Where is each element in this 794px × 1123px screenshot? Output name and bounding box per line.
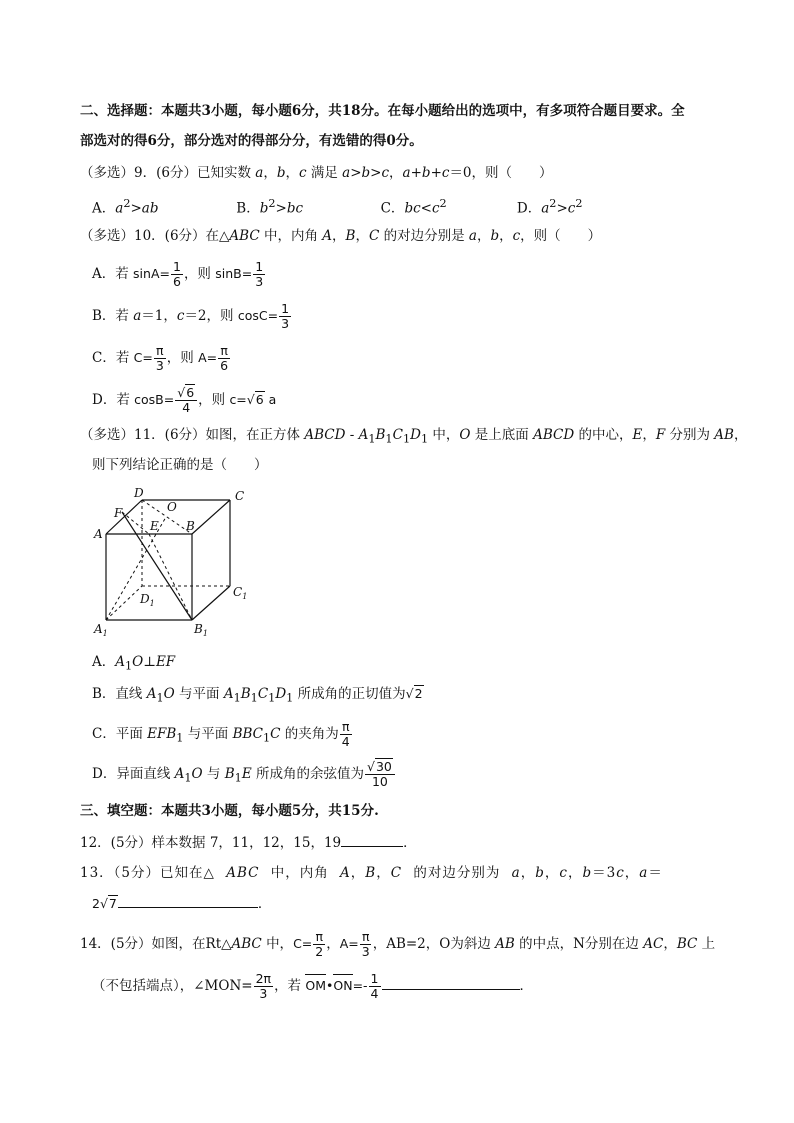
- label-a: A: [94, 527, 103, 541]
- question-11-stem-line2: 则下列结论正确的是（ ）: [92, 457, 268, 473]
- q10-option-c: C．若 C= $\frac{\pi}{3}$ ，则 A= $\frac{\pi}{6}$: [92, 343, 229, 373]
- edge-a1d1: [106, 586, 142, 620]
- label-e: E: [150, 519, 159, 533]
- question-9-stem: （多选）9．(6分）已知实数 a，b，c 满足 a>b>c，a+b+c＝0，则（ ）: [80, 165, 553, 181]
- label-c: C: [235, 489, 245, 503]
- q10-option-a: A．若 sinA= $\frac{1}{6}$ ，则 sinB= $\frac{1}{3}$: [92, 259, 264, 289]
- section-2-heading-line2: 部选对的得6分，部分选对的得部分分，有选错的得0分。: [80, 133, 423, 149]
- q9-option-c: C．$bc<c^2$: [380, 197, 447, 217]
- label-b: B: [186, 519, 195, 533]
- q12-answer-blank: [341, 832, 403, 847]
- label-a1: $A_1$: [94, 622, 108, 638]
- q9-option-a: A．$a^2>ab$: [92, 197, 159, 217]
- question-10-stem: （多选）10．(6分）在△ABC 中，内角 A，B，C 的对边分别是 a，b，c，则（ ）: [80, 228, 602, 244]
- label-d1: $D_1$: [140, 592, 155, 608]
- edge-b1c1: [192, 586, 230, 620]
- label-c1: $C_1$: [233, 585, 248, 601]
- q14-answer-blank: [382, 975, 520, 990]
- question-14-line1: 14．(5分）如图，在Rt△ABC 中，C= $\frac{\pi}{2}$ ，A= $\frac{\pi}{3}$ ，AB=2，O为斜边 AB 的中点，N分别在边 AC，BC 上: [80, 929, 716, 959]
- question-13-line1: 13．（5分）已知在△ ABC 中，内角 A，B，C 的对边分别为 a，b，c，b＝3c，a＝: [80, 865, 663, 881]
- label-f: F: [114, 506, 123, 520]
- label-d: D: [134, 488, 144, 500]
- label-o: O: [167, 500, 177, 514]
- q13-answer-blank: [118, 893, 258, 908]
- section-2-heading-line1: 二、选择题：本题共3小题，每小题6分，共18分。在每小题给出的选项中，有多项符合题目要求。全: [80, 103, 685, 119]
- q10-option-b: B．若 a＝1，c＝2，则 cosC= $\frac{1}{3}$: [92, 301, 290, 331]
- q9-option-b: B．$b^2>bc$: [236, 197, 304, 217]
- section-3-heading: 三、填空题：本题共3小题，每小题5分，共15分.: [80, 803, 379, 819]
- cube-figure: [92, 488, 262, 638]
- question-13-line2: 2√7 ．: [92, 893, 271, 914]
- line-eb1: [149, 534, 192, 620]
- question-9-options: [92, 194, 583, 219]
- q10-option-d: D．若 cosB= $\frac{√6}{4}$ ，则 c=√6 a: [92, 385, 277, 415]
- question-14-line2: （不包括端点），∠MON= $\frac{2\pi}{3}$ ，若 OM•ON=- $\frac{1}{4}$ ．: [92, 971, 533, 1001]
- question-12: 12．(5分）样本数据 7，11，12，15，19 ．: [80, 832, 417, 853]
- q11-option-d: D．异面直线 $A_1O$ 与 $B_1E$ 所成角的余弦值为 $\frac{√30}{10}$: [92, 760, 396, 789]
- label-b1: $B_1$: [194, 622, 208, 638]
- q11-option-b: B．直线 $A_1O$ 与平面 $A_1B_1C_1D_1$ 所成角的正切值为√2: [92, 686, 423, 705]
- q11-option-a: A．$A_1O\perp EF$: [92, 654, 176, 673]
- edge-bc: [192, 500, 230, 534]
- q11-option-c: C．平面 $EFB_1$ 与平面 $BBC_1C$ 的夹角为 $\frac{\pi}{4}$: [92, 719, 350, 749]
- question-11-stem-line1: （多选）11．(6分）如图，在正方体 ABCD - $A_1B_1C_1D_1$ 中，O 是上底面 ABCD 的中心，E，F 分别为 AB，: [80, 427, 748, 446]
- q9-option-d: D．$a^2>c^2$: [516, 197, 583, 217]
- edge-ad: [106, 500, 142, 534]
